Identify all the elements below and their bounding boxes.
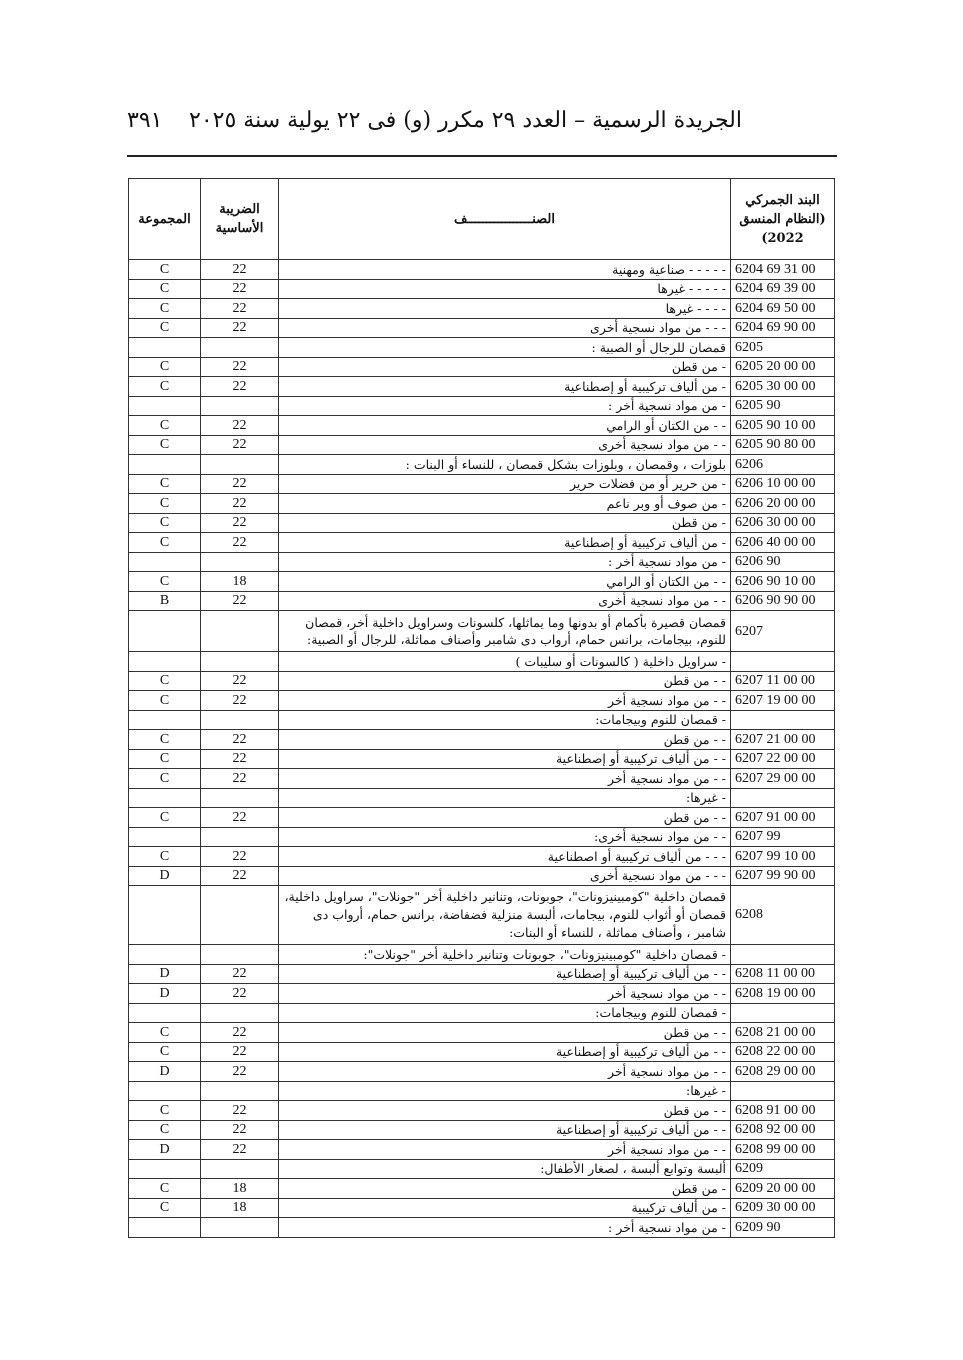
description-cell: - من ألياف تركيبية أو إصطناعية: [279, 377, 731, 397]
group-cell: C: [129, 1179, 201, 1199]
header-code: البند الجمركي (النظام المنسق 2022): [731, 179, 835, 260]
tax-cell: [201, 710, 279, 730]
tax-cell: 22: [201, 357, 279, 377]
table-row: [129, 671, 835, 691]
code-cell: [731, 788, 835, 808]
description-cell: - من مواد نسجية أخر :: [279, 1218, 731, 1238]
group-cell: C: [129, 749, 201, 769]
code-cell: 6208 92 00 00: [731, 1120, 835, 1140]
table-row: [129, 827, 835, 847]
code-cell: 6206 10 00 00: [731, 474, 835, 494]
header-tax: الضريبة الأساسية: [201, 179, 279, 260]
description-cell: - - - - - غيرها: [279, 279, 731, 299]
description-cell: - - من ألياف تركيبية أو إصطناعية: [279, 1120, 731, 1140]
tax-cell: 22: [201, 474, 279, 494]
description-cell: - - من مواد نسجية أخر: [279, 1140, 731, 1160]
description-cell: - من قطن: [279, 513, 731, 533]
code-cell: 6209 30 00 00: [731, 1198, 835, 1218]
code-cell: [731, 710, 835, 730]
table-row: [129, 866, 835, 886]
group-cell: D: [129, 964, 201, 984]
tax-cell: [201, 396, 279, 416]
table-header-row: [129, 179, 835, 260]
table-row: [129, 1159, 835, 1179]
table-row: [129, 572, 835, 592]
table-row: [129, 1062, 835, 1082]
tax-cell: 22: [201, 964, 279, 984]
tax-cell: [201, 338, 279, 358]
code-cell: 6207: [731, 611, 835, 652]
page-number: ٣٩١: [127, 108, 163, 133]
group-cell: C: [129, 474, 201, 494]
group-cell: C: [129, 1042, 201, 1062]
tax-cell: 22: [201, 1101, 279, 1121]
table-row: [129, 1101, 835, 1121]
table-row: [129, 652, 835, 672]
description-cell: - - من الكتان أو الرامي: [279, 572, 731, 592]
code-cell: 6206 20 00 00: [731, 494, 835, 514]
group-cell: C: [129, 1101, 201, 1121]
tax-cell: [201, 1081, 279, 1101]
group-cell: [129, 1003, 201, 1023]
description-cell: - - من مواد نسجية أخر: [279, 691, 731, 711]
code-cell: 6208 21 00 00: [731, 1023, 835, 1043]
tax-cell: 22: [201, 984, 279, 1004]
table-row: [129, 1042, 835, 1062]
table-row: [129, 1140, 835, 1160]
code-cell: 6207 21 00 00: [731, 730, 835, 750]
code-cell: 6207 99 10 00: [731, 847, 835, 867]
group-cell: [129, 788, 201, 808]
group-cell: C: [129, 769, 201, 789]
table-row: [129, 338, 835, 358]
tax-cell: [201, 945, 279, 965]
code-cell: 6207 11 00 00: [731, 671, 835, 691]
table-row: [129, 710, 835, 730]
code-cell: 6205 90 10 00: [731, 416, 835, 436]
description-cell: - غيرها:: [279, 1081, 731, 1101]
group-cell: C: [129, 357, 201, 377]
group-cell: C: [129, 572, 201, 592]
code-cell: 6208 22 00 00: [731, 1042, 835, 1062]
table-row: [129, 886, 835, 945]
table-row: [129, 1081, 835, 1101]
header-group: المجموعة: [129, 179, 201, 260]
tax-cell: 22: [201, 318, 279, 338]
tax-cell: 18: [201, 1179, 279, 1199]
code-cell: 6208 19 00 00: [731, 984, 835, 1004]
description-cell: بلوزات ، وقمصان ، وبلوزات بشكل قمصان ، للنساء أو البنات :: [279, 455, 731, 475]
table-row: [129, 513, 835, 533]
code-cell: 6206 90 10 00: [731, 572, 835, 592]
tariff-table: [128, 178, 835, 1238]
code-cell: 6206 40 00 00: [731, 533, 835, 553]
code-cell: 6207 99: [731, 827, 835, 847]
description-cell: - - من قطن: [279, 1101, 731, 1121]
group-cell: [129, 1081, 201, 1101]
description-cell: - - - من مواد نسجية أخرى: [279, 866, 731, 886]
header-description: الصنـــــــــــــــــف: [279, 179, 731, 260]
table-row: [129, 279, 835, 299]
table-row: [129, 945, 835, 965]
description-cell: - من ألياف تركيبية: [279, 1198, 731, 1218]
description-cell: - - من مواد نسجية أخرى:: [279, 827, 731, 847]
table-row: [129, 435, 835, 455]
tax-cell: 22: [201, 260, 279, 280]
tax-cell: 22: [201, 299, 279, 319]
tax-cell: 22: [201, 1042, 279, 1062]
table-row: [129, 299, 835, 319]
description-cell: - - من مواد نسجية أخرى: [279, 435, 731, 455]
group-cell: [129, 886, 201, 945]
group-cell: [129, 827, 201, 847]
tax-cell: 22: [201, 1140, 279, 1160]
tax-cell: 22: [201, 866, 279, 886]
table-row: [129, 455, 835, 475]
code-cell: 6206 90 90 00: [731, 591, 835, 611]
group-cell: C: [129, 260, 201, 280]
tax-cell: 22: [201, 1062, 279, 1082]
group-cell: D: [129, 1062, 201, 1082]
code-cell: 6208 99 00 00: [731, 1140, 835, 1160]
group-cell: C: [129, 847, 201, 867]
table-row: [129, 1023, 835, 1043]
table-row: [129, 769, 835, 789]
group-cell: C: [129, 513, 201, 533]
code-cell: [731, 945, 835, 965]
tax-cell: [201, 1003, 279, 1023]
code-cell: 6205 90: [731, 396, 835, 416]
tax-cell: [201, 827, 279, 847]
tax-cell: 22: [201, 494, 279, 514]
table-row: [129, 749, 835, 769]
tax-cell: [201, 652, 279, 672]
code-cell: 6207 22 00 00: [731, 749, 835, 769]
group-cell: C: [129, 1120, 201, 1140]
table-row: [129, 964, 835, 984]
code-cell: 6207 91 00 00: [731, 808, 835, 828]
description-cell: ألبسة وتوابع ألبسة ، لصغار الأطفال:: [279, 1159, 731, 1179]
description-cell: - - من الكتان أو الرامي: [279, 416, 731, 436]
code-cell: 6206: [731, 455, 835, 475]
description-cell: - من ألياف تركيبية أو إصطناعية: [279, 533, 731, 553]
code-cell: 6209 90: [731, 1218, 835, 1238]
code-cell: 6204 69 31 00: [731, 260, 835, 280]
group-cell: C: [129, 533, 201, 553]
group-cell: [129, 611, 201, 652]
code-cell: 6205 20 00 00: [731, 357, 835, 377]
group-cell: C: [129, 377, 201, 397]
group-cell: [129, 338, 201, 358]
description-cell: - غيرها:: [279, 788, 731, 808]
description-cell: - من حرير أو من فضلات حرير: [279, 474, 731, 494]
description-cell: - قمصان للنوم وبيجامات:: [279, 1003, 731, 1023]
group-cell: C: [129, 299, 201, 319]
gazette-title: الجريدة الرسمية – العدد ٢٩ مكرر (و) فى ٢٢ يولية سنة ٢٠٢٥: [189, 108, 742, 133]
description-cell: - - من مواد نسجية أخر: [279, 769, 731, 789]
group-cell: C: [129, 494, 201, 514]
group-cell: C: [129, 279, 201, 299]
code-cell: 6204 69 50 00: [731, 299, 835, 319]
group-cell: [129, 396, 201, 416]
table-row: [129, 416, 835, 436]
tax-cell: 22: [201, 749, 279, 769]
tax-cell: [201, 455, 279, 475]
description-cell: - - - - - صناعية ومهنية: [279, 260, 731, 280]
table-row: [129, 318, 835, 338]
group-cell: C: [129, 671, 201, 691]
group-cell: C: [129, 730, 201, 750]
code-cell: 6209 20 00 00: [731, 1179, 835, 1199]
code-cell: 6205: [731, 338, 835, 358]
tax-cell: 22: [201, 1120, 279, 1140]
tax-cell: 22: [201, 1023, 279, 1043]
tax-cell: 22: [201, 671, 279, 691]
code-cell: 6205 30 00 00: [731, 377, 835, 397]
tax-cell: 22: [201, 808, 279, 828]
group-cell: [129, 455, 201, 475]
group-cell: C: [129, 1198, 201, 1218]
tax-cell: [201, 1159, 279, 1179]
group-cell: [129, 945, 201, 965]
table-row: [129, 591, 835, 611]
description-cell: - من مواد نسجية أخر :: [279, 552, 731, 572]
tax-cell: 22: [201, 691, 279, 711]
code-cell: 6207 99 90 00: [731, 866, 835, 886]
table-row: [129, 357, 835, 377]
group-cell: C: [129, 318, 201, 338]
table-row: [129, 788, 835, 808]
description-cell: - - - من مواد نسجية أخرى: [279, 318, 731, 338]
table-row: [129, 260, 835, 280]
description-cell: - من صوف أو وبر ناعم: [279, 494, 731, 514]
tax-cell: [201, 611, 279, 652]
description-cell: - - من مواد نسجية أخرى: [279, 591, 731, 611]
table-row: [129, 730, 835, 750]
tax-cell: 22: [201, 377, 279, 397]
code-cell: 6208 11 00 00: [731, 964, 835, 984]
group-cell: D: [129, 866, 201, 886]
group-cell: C: [129, 808, 201, 828]
code-cell: 6209: [731, 1159, 835, 1179]
description-cell: - سراويل داخلية ( كالسونات أو سليبات ): [279, 652, 731, 672]
tax-cell: 22: [201, 847, 279, 867]
tax-cell: 18: [201, 1198, 279, 1218]
group-cell: C: [129, 435, 201, 455]
table-row: [129, 474, 835, 494]
code-cell: [731, 1081, 835, 1101]
table-row: [129, 533, 835, 553]
description-cell: - - من قطن: [279, 1023, 731, 1043]
description-cell: - - من ألياف تركيبية أو إصطناعية: [279, 749, 731, 769]
description-cell: قمصان قصيرة بأكمام أو بدونها وما يماثلها، كلسونات وسراويل داخلية أخر، قمصان للنوم، بيجامات، برانس حمام، أرواب دى شامبر وأصناف مماثلة، للرجال أو الصبية:: [279, 611, 731, 652]
header-divider: [127, 155, 837, 157]
tax-cell: 22: [201, 435, 279, 455]
table-row: [129, 808, 835, 828]
tax-cell: 22: [201, 533, 279, 553]
description-cell: قمصان للرجال أو الصبية :: [279, 338, 731, 358]
table-row: [129, 1179, 835, 1199]
tax-cell: [201, 1218, 279, 1238]
code-cell: [731, 1003, 835, 1023]
description-cell: - - من مواد نسجية أخر: [279, 984, 731, 1004]
table-row: [129, 396, 835, 416]
group-cell: C: [129, 691, 201, 711]
table-row: [129, 1218, 835, 1238]
tax-cell: 22: [201, 416, 279, 436]
tax-cell: 22: [201, 730, 279, 750]
group-cell: D: [129, 1140, 201, 1160]
code-cell: 6206 90: [731, 552, 835, 572]
table-row: [129, 494, 835, 514]
tax-cell: [201, 788, 279, 808]
code-cell: 6204 69 90 00: [731, 318, 835, 338]
tax-cell: 22: [201, 513, 279, 533]
table-row: [129, 552, 835, 572]
table-row: [129, 1198, 835, 1218]
code-cell: 6208 29 00 00: [731, 1062, 835, 1082]
description-cell: - قمصان للنوم وبيجامات:: [279, 710, 731, 730]
group-cell: D: [129, 984, 201, 1004]
group-cell: [129, 552, 201, 572]
description-cell: - - من قطن: [279, 808, 731, 828]
code-cell: 6208: [731, 886, 835, 945]
code-cell: 6204 69 39 00: [731, 279, 835, 299]
group-cell: [129, 710, 201, 730]
code-cell: [731, 652, 835, 672]
code-cell: 6207 29 00 00: [731, 769, 835, 789]
description-cell: - - من ألياف تركيبية أو إصطناعية: [279, 1042, 731, 1062]
description-cell: قمصان داخلية "كومبينيزونات"، جوبونات، وتنانير داخلية أخر "جونلات"، سراويل داخلية، قمصان أو أثواب للنوم، بيجامات، ألبسة منزلية فضفاضة، برانس حمام، أرواب دى شامبر ، وأصناف مماثلة ، للنساء أو البنات:: [279, 886, 731, 945]
tax-cell: 22: [201, 769, 279, 789]
group-cell: C: [129, 416, 201, 436]
table-row: [129, 847, 835, 867]
description-cell: - - من قطن: [279, 671, 731, 691]
tax-cell: 22: [201, 279, 279, 299]
table-row: [129, 377, 835, 397]
group-cell: B: [129, 591, 201, 611]
table-row: [129, 611, 835, 652]
description-cell: - من مواد نسجية أخر :: [279, 396, 731, 416]
description-cell: - - من قطن: [279, 730, 731, 750]
code-cell: 6207 19 00 00: [731, 691, 835, 711]
group-cell: [129, 1159, 201, 1179]
group-cell: [129, 1218, 201, 1238]
table-body: [129, 260, 835, 1238]
table-row: [129, 1120, 835, 1140]
code-cell: 6206 30 00 00: [731, 513, 835, 533]
tax-cell: [201, 552, 279, 572]
code-cell: 6205 90 80 00: [731, 435, 835, 455]
tax-cell: 22: [201, 591, 279, 611]
description-cell: - - - من ألياف تركيبية أو اصطناعية: [279, 847, 731, 867]
description-cell: - - من مواد نسجية أخر: [279, 1062, 731, 1082]
group-cell: C: [129, 1023, 201, 1043]
table-row: [129, 1003, 835, 1023]
page-header: [127, 106, 837, 142]
group-cell: [129, 652, 201, 672]
tax-cell: 18: [201, 572, 279, 592]
description-cell: - - من ألياف تركيبية أو إصطناعية: [279, 964, 731, 984]
description-cell: - من قطن: [279, 1179, 731, 1199]
code-cell: 6208 91 00 00: [731, 1101, 835, 1121]
description-cell: - - - - غيرها: [279, 299, 731, 319]
description-cell: - من قطن: [279, 357, 731, 377]
description-cell: - قمصان داخلية "كومبينيزونات"، جوبونات وتنانير داخلية أخر "جونلات":: [279, 945, 731, 965]
tax-cell: [201, 886, 279, 945]
table-row: [129, 691, 835, 711]
table-row: [129, 984, 835, 1004]
